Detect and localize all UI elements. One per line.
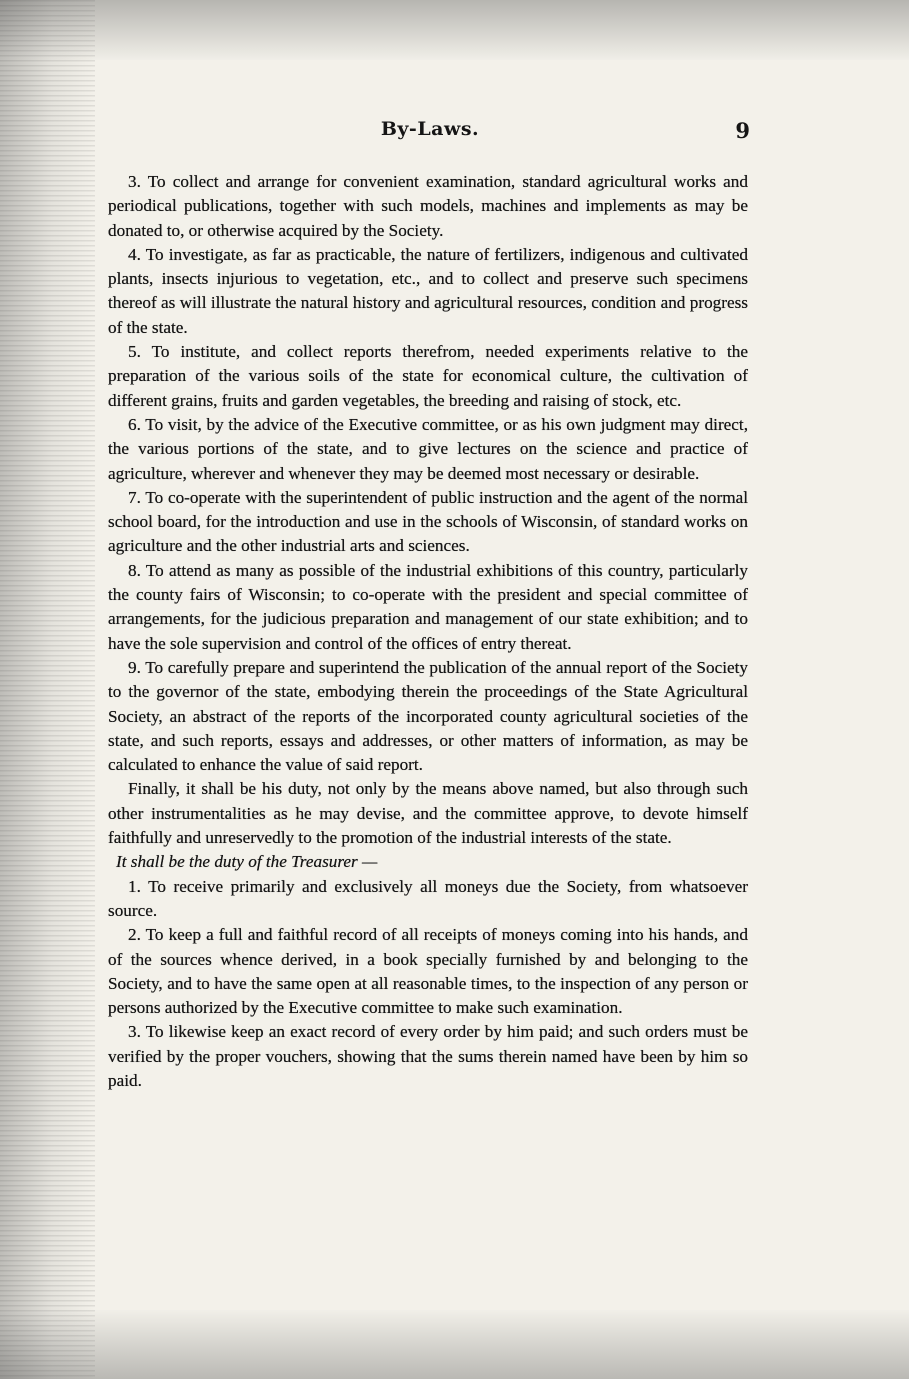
paragraph-treasurer-duty-3: 3. To likewise keep an exact record of every order by him paid; and such orders must be verified by the proper vouchers, showing that the sums therein named have been by him so paid. xyxy=(108,1022,748,1090)
paragraph-secretary-duty-5: 5. To institute, and collect reports therefrom, needed experiments relative to the preparation of the various soils of the state for economical culture, the cultivation of different grains, fruits and garden vegetables, the breeding and raising of stock, etc. xyxy=(108,342,748,410)
page-header xyxy=(110,118,750,148)
paragraph-secretary-duty-8: 8. To attend as many as possible of the industrial exhibitions of this country, particularly the county fairs of Wisconsin; to co-operate with the president and special committee of arrangements, for the judicious preparation and management of our state exhibition; and to have the sole supervision and control of the offices of entry thereat. xyxy=(108,560,748,653)
paragraph-secretary-duty-6: 6. To visit, by the advice of the Executive committee, or as his own judgment may direct, the various portions of the state, and to give lectures on the science and practice of agriculture, wherever and whenever they may be deemed most necessary or desirable. xyxy=(108,414,748,483)
scan-noise-left-edge xyxy=(0,0,95,1379)
paragraph-treasurer-duty-2: 2. To keep a full and faithful record of all receipts of moneys coming into his hands, and of the sources whence derived, in a book specially furnished by and belonging to the Society, and to have the same open at all reasonable times, to the inspection of any person or persons authorized by the Executive committee to make such examination. xyxy=(108,925,748,1018)
paragraph-secretary-duty-7: 7. To co-operate with the superintendent of public instruction and the agent of the normal school board, for the introduction and use in the schools of Wisconsin, of standard works on agriculture and the other industrial arts and sciences. xyxy=(108,487,748,556)
paragraph-secretary-duty-4: 4. To investigate, as far as practicable, the nature of fertilizers, indigenous and cultivated plants, insects injurious to vegetation, etc., and to collect and preserve such specimens thereof as will illustrate the natural history and agricultural resources, condition and progress of the state. xyxy=(108,244,748,337)
page-number: 9 xyxy=(735,118,750,143)
paragraph-secretary-duty-9: 9. To carefully prepare and superintend the publication of the annual report of the Society to the governor of the state, embodying therein the proceedings of the State Agricultural Society, an abstract of the reports of the incorporated county agricultural societies of the state, and such reports, essays and addresses, or other matters of information, as may be calculated to enhance the value of said report. xyxy=(108,657,748,775)
paragraph-secretary-duty-3: 3. To collect and arrange for convenient examination, standard agricultural works and periodical publications, together with such models, machines and implements as may be donated to, or otherwise acquired by the Society. xyxy=(108,172,748,240)
running-head: By-Laws. xyxy=(380,118,480,140)
scan-noise-bottom-edge xyxy=(0,1310,909,1379)
paragraph-secretary-finally: Finally, it shall be his duty, not only by the means above named, but also through such other instrumentalities as he may devise, and the committee approve, to devote himself faithfully and unreservedly to the promotion of the industrial interests of the state. xyxy=(108,779,748,848)
treasurer-section-heading: It shall be the duty of the Treasurer — xyxy=(116,852,378,872)
paragraph-treasurer-duty-1: 1. To receive primarily and exclusively all moneys due the Society, from whatsoever source. xyxy=(108,876,748,920)
scan-noise-top-edge xyxy=(0,0,909,60)
body-text xyxy=(108,170,748,1093)
